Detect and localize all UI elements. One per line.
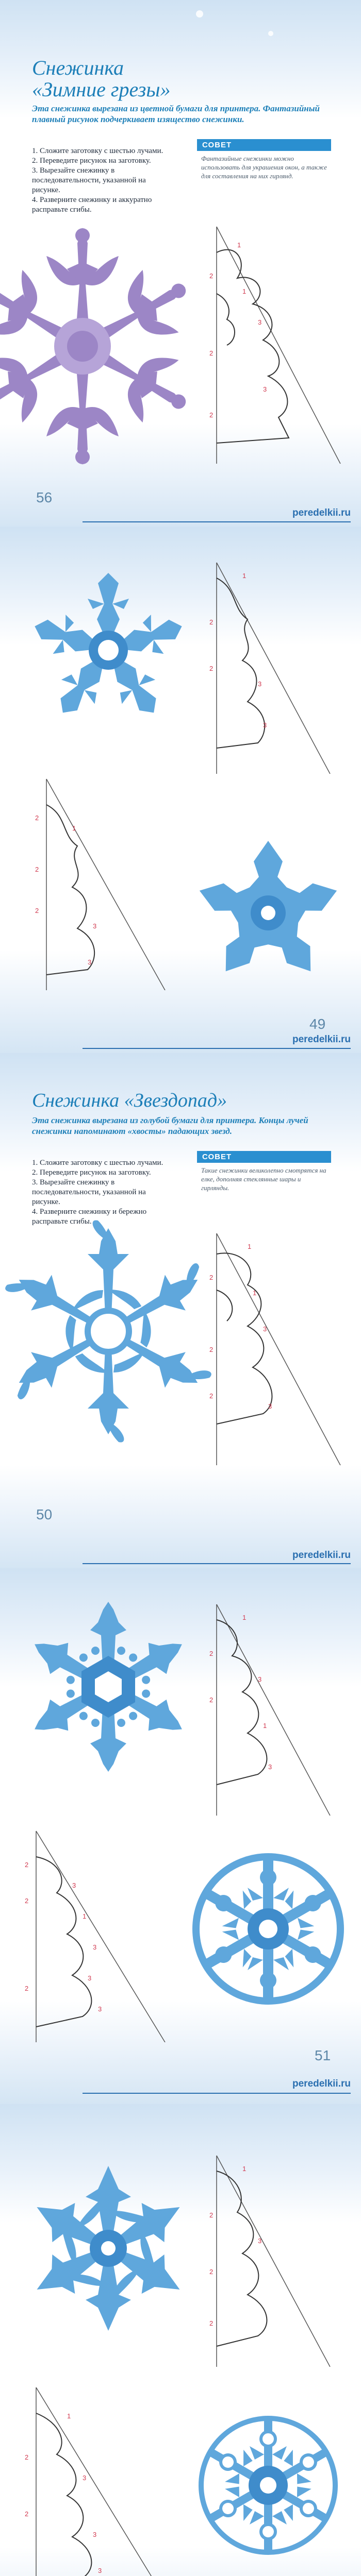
site-link[interactable]: peredelkii.ru bbox=[292, 1550, 351, 1561]
ornate-snowflake-image bbox=[186, 2403, 351, 2568]
cutting-template-top bbox=[206, 557, 340, 774]
page-52 bbox=[0, 2104, 361, 2576]
cut-order-label: 2 bbox=[209, 2211, 214, 2219]
cut-order-label: 3 bbox=[93, 922, 97, 930]
flower-snowflake-image bbox=[21, 2161, 196, 2336]
cutting-template-top bbox=[206, 2150, 340, 2367]
page-number: 56 bbox=[36, 489, 53, 505]
page-number: 51 bbox=[315, 2047, 331, 2063]
cutting-template bbox=[206, 1228, 351, 1465]
cut-order-label: 3 bbox=[263, 1325, 267, 1333]
intro-text: Эта снежинка вырезана из голубой бумаги для принтера. Концы лучей снежинки напоминают «хвосты» падающих звезд. bbox=[32, 1115, 308, 1136]
step-1: 1. Сложите заготовку с шестью лучами. bbox=[32, 147, 163, 155]
intro-text: Эта снежинка вырезана из цветной бумаги для принтера. Фантазийный плавный рисунок подчеркивает изящество снежинки. bbox=[32, 104, 320, 124]
cut-order-label: 3 bbox=[263, 385, 267, 393]
cutting-template-bottom bbox=[21, 1826, 175, 2042]
site-link[interactable]: peredelkii.ru bbox=[292, 1034, 351, 1045]
cut-order-label: 3 bbox=[263, 721, 267, 729]
cut-order-label: 3 bbox=[258, 680, 262, 688]
cut-order-label: 3 bbox=[83, 2474, 87, 2482]
cut-order-label: 2 bbox=[209, 1274, 214, 1281]
footer-rule bbox=[83, 2093, 351, 2094]
cut-order-label: 1 bbox=[67, 2412, 71, 2420]
cut-order-label: 3 bbox=[98, 2005, 102, 2013]
page-title-line2: «Зимние грезы» bbox=[32, 78, 171, 101]
cut-order-label: 2 bbox=[209, 1696, 214, 1704]
cut-order-label: 3 bbox=[258, 318, 262, 326]
cutting-template bbox=[206, 222, 351, 464]
cut-order-label: 3 bbox=[93, 2531, 97, 2538]
cut-order-label: 2 bbox=[209, 1392, 214, 1400]
cut-order-label: 3 bbox=[98, 2567, 102, 2574]
frost-dot bbox=[196, 10, 203, 18]
site-link[interactable]: peredelkii.ru bbox=[292, 507, 351, 518]
step-4: 4. Разверните снежинку и бережно расправьте сгибы. bbox=[32, 1208, 147, 1226]
cut-order-label: 3 bbox=[93, 1943, 97, 1951]
cut-order-label: 2 bbox=[209, 2268, 214, 2276]
step-4: 4. Разверните снежинку и аккуратно расправьте сгибы. bbox=[32, 196, 152, 214]
cut-order-label: 1 bbox=[242, 572, 247, 580]
cut-order-label: 2 bbox=[209, 349, 214, 357]
cut-order-label: 2 bbox=[25, 2453, 29, 2461]
cutting-template-bottom bbox=[31, 774, 175, 990]
cut-order-label: 3 bbox=[268, 1402, 272, 1410]
cut-order-label: 2 bbox=[209, 1346, 214, 1353]
purple-snowflake-image bbox=[0, 192, 196, 480]
cut-order-label: 1 bbox=[72, 824, 76, 832]
cutting-template-bottom bbox=[21, 2382, 175, 2576]
footer-rule bbox=[83, 1048, 351, 1049]
cut-order-label: 2 bbox=[209, 2319, 214, 2327]
cut-order-label: 2 bbox=[25, 1897, 29, 1905]
step-2: 2. Переведите рисунок на заготовку. bbox=[32, 1168, 151, 1177]
tip-box bbox=[197, 1151, 331, 1195]
cut-order-label: 2 bbox=[25, 1861, 29, 1869]
cut-order-label: 2 bbox=[25, 2510, 29, 2518]
page-number: 49 bbox=[309, 1016, 326, 1032]
footer-rule bbox=[83, 521, 351, 522]
cut-order-label: 2 bbox=[35, 866, 39, 873]
cut-order-label: 2 bbox=[209, 272, 214, 280]
cut-order-label: 2 bbox=[209, 411, 214, 419]
cut-order-label: 2 bbox=[35, 814, 39, 822]
cutting-template-top bbox=[206, 1599, 340, 1816]
cut-order-label: 2 bbox=[209, 665, 214, 672]
tip-heading: СОВЕТ bbox=[197, 1151, 331, 1163]
cut-order-label: 2 bbox=[25, 1985, 29, 1992]
step-3: 3. Вырезайте снежинку в последовательности, указанной на рисунке. bbox=[32, 166, 146, 194]
cut-order-label: 1 bbox=[237, 241, 241, 249]
tip-box bbox=[197, 139, 331, 183]
cut-order-label: 3 bbox=[88, 1974, 92, 1982]
page-51 bbox=[0, 1568, 361, 2104]
page-49 bbox=[0, 527, 361, 1053]
page-title-line1: Снежинка bbox=[32, 56, 124, 79]
cut-order-label: 2 bbox=[209, 1650, 214, 1657]
starfall-snowflake-image bbox=[5, 1218, 214, 1445]
cut-order-label: 3 bbox=[258, 1675, 262, 1683]
tip-heading: СОВЕТ bbox=[197, 139, 331, 151]
cut-order-label: 1 bbox=[242, 1614, 247, 1621]
cut-order-label: 2 bbox=[35, 907, 39, 914]
cut-order-label: 3 bbox=[88, 958, 92, 966]
page-56 bbox=[0, 0, 361, 527]
cut-order-label: 1 bbox=[242, 287, 247, 295]
cut-order-label: 1 bbox=[83, 1912, 87, 1920]
footer-rule bbox=[83, 1563, 351, 1564]
blue-star-snowflake-image-2 bbox=[186, 836, 351, 990]
step-2: 2. Переведите рисунок на заготовку. bbox=[32, 157, 151, 165]
site-link[interactable]: peredelkii.ru bbox=[292, 2078, 351, 2089]
frost-dot bbox=[268, 31, 273, 36]
tip-text: Такие снежинки великолепно смотрятся на елке, дополняя стеклянные шары и гирлянды. bbox=[201, 1166, 326, 1192]
cut-order-label: 3 bbox=[72, 1882, 76, 1889]
lace-snowflake-image bbox=[21, 1599, 196, 1774]
tip-text: Фантазийные снежинки можно использовать для украшения окон, а также для составления на них гирлянд. bbox=[201, 155, 327, 180]
cut-order-label: 1 bbox=[242, 2165, 247, 2173]
step-1: 1. Сложите заготовку с шестью лучами. bbox=[32, 1159, 163, 1167]
page-title: Снежинка «Звездопад» bbox=[32, 1090, 227, 1111]
step-3: 3. Вырезайте снежинку в последовательности, указанной на рисунке. bbox=[32, 1178, 146, 1206]
cut-order-label: 3 bbox=[258, 2237, 262, 2245]
wheel-snowflake-image bbox=[186, 1846, 351, 2011]
cut-order-label: 3 bbox=[268, 1763, 272, 1771]
page-number: 50 bbox=[36, 1506, 53, 1522]
cut-order-label: 1 bbox=[263, 1722, 267, 1730]
steps-list bbox=[32, 1158, 171, 1227]
blue-star-snowflake-image bbox=[21, 568, 196, 733]
cut-order-label: 1 bbox=[248, 1243, 252, 1250]
page-50 bbox=[0, 1053, 361, 1568]
cut-order-label: 1 bbox=[253, 1289, 257, 1297]
cut-order-label: 2 bbox=[209, 618, 214, 626]
